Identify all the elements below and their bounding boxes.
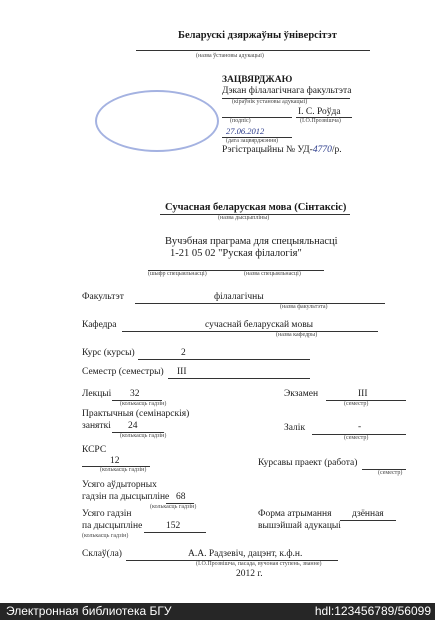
- total-label-line1: Усяго гадзін: [82, 509, 132, 519]
- ksrs-value: 12: [110, 456, 120, 466]
- registration-number: [222, 145, 342, 155]
- institution-caption: (назва ўстановы адукацыі): [196, 53, 264, 59]
- exam-label: Экзамен: [284, 389, 319, 399]
- faculty-label: Факультэт: [82, 292, 124, 302]
- credit-value: -: [358, 422, 362, 432]
- specialty-code-caption: (шыфр спецыяльнасці): [148, 271, 207, 277]
- auditorium-value: 68: [176, 492, 186, 502]
- university-name: Беларускі дзяржаўны ўніверсітэт: [178, 30, 337, 41]
- approval-position: Дэкан філалагічнага факультэта: [222, 86, 352, 96]
- coursework-caption: (семестр): [378, 470, 403, 476]
- approver-name: І. С. Роўда: [298, 107, 341, 117]
- seal-stamp: [95, 90, 219, 152]
- specialty-name-caption: (назва спецыяльнасці): [244, 271, 301, 277]
- total-value: 152: [166, 521, 181, 531]
- course-underline: [138, 359, 310, 360]
- form-label-line1: Форма атрымання: [258, 509, 332, 519]
- program-line2: 1-21 05 02 "Руская філалогія": [170, 248, 302, 259]
- form-underline: [340, 520, 396, 521]
- faculty-caption: (назва факультэта): [280, 304, 328, 310]
- credit-caption: (семестр): [344, 435, 369, 441]
- auditorium-caption: (колькасць гадзін): [150, 504, 197, 510]
- year: 2012 г.: [236, 569, 263, 579]
- institution-underline: [136, 50, 370, 51]
- position-caption: (кіраўнік установы адукацыі): [232, 99, 308, 105]
- semester-label: Семестр (семестры): [82, 367, 164, 377]
- department-value: сучаснай беларускай мовы: [205, 320, 314, 330]
- coursework-label: Курсавы праект (работа): [258, 458, 358, 468]
- form-label-line2: вышэйшай адукацыі: [258, 521, 341, 531]
- exam-caption: (семестр): [344, 401, 369, 407]
- form-value: дзённая: [352, 509, 384, 519]
- course-label: Курс (курсы): [82, 348, 135, 358]
- date-caption: (дата зацвярджэння): [226, 138, 279, 144]
- department-label: Кафедра: [82, 320, 117, 330]
- practical-label-line1: Практычныя (семінарскія): [82, 409, 190, 419]
- credit-label: Залік: [284, 423, 306, 433]
- auditorium-label-line2: гадзін па дысцыпліне: [82, 492, 170, 502]
- practical-value: 24: [128, 421, 138, 431]
- lectures-caption: (колькасць гадзін): [120, 401, 167, 407]
- faculty-underline: [135, 303, 385, 304]
- compiler-value: А.А. Радзевіч, дацэнт, к.ф.н.: [188, 549, 303, 559]
- compiler-caption: (І.О.Прозвішча, пасада, вучоная ступень, званне): [196, 561, 322, 567]
- reg-suffix: /р.: [331, 145, 342, 155]
- reg-number: 4770: [312, 145, 332, 155]
- practical-label-line2: заняткі: [82, 421, 111, 431]
- department-underline: [122, 331, 378, 332]
- approval-date: 27.06.2012: [226, 126, 265, 136]
- lectures-label: Лекцыі: [82, 389, 112, 399]
- exam-value: III: [358, 389, 368, 399]
- total-label-line2: па дысцыпліне: [82, 521, 143, 531]
- lectures-value: 32: [130, 389, 140, 399]
- program-line1: Вучэбная праграма для спецыяльнасці: [165, 236, 338, 247]
- discipline-name: Сучасная беларуская мова (Сінтаксіс): [165, 202, 347, 213]
- reg-label: Рэгістрацыйны № УД-: [222, 145, 313, 155]
- course-value: 2: [181, 348, 186, 358]
- semester-underline: [168, 378, 310, 379]
- library-name: Электронная библиотека БГУ: [6, 604, 172, 618]
- compiler-label: Склаў(ла): [82, 549, 122, 559]
- name-caption: (І.О.Прозвішча): [300, 118, 341, 124]
- footer-bar: [0, 603, 435, 620]
- practical-caption: (колькасць гадзін): [120, 433, 167, 439]
- total-caption: (колькасць гадзін): [82, 533, 129, 539]
- semester-value: III: [177, 367, 187, 377]
- auditorium-label-line1: Усяго аўдыторных: [82, 480, 157, 490]
- faculty-value: філалагічны: [214, 292, 264, 302]
- ksrs-label: КСРС: [82, 445, 107, 455]
- approval-title: ЗАЦВЯРДЖАЮ: [222, 75, 293, 85]
- discipline-caption: (назва дысцыпліны): [218, 215, 270, 221]
- signature-caption: (подпіс): [230, 118, 251, 124]
- total-underline: [144, 532, 206, 533]
- ksrs-caption: (колькасць гадзін): [100, 467, 147, 473]
- handle-link[interactable]: hdl:123456789/56099: [314, 604, 431, 618]
- department-caption: (назва кафедры): [276, 332, 318, 338]
